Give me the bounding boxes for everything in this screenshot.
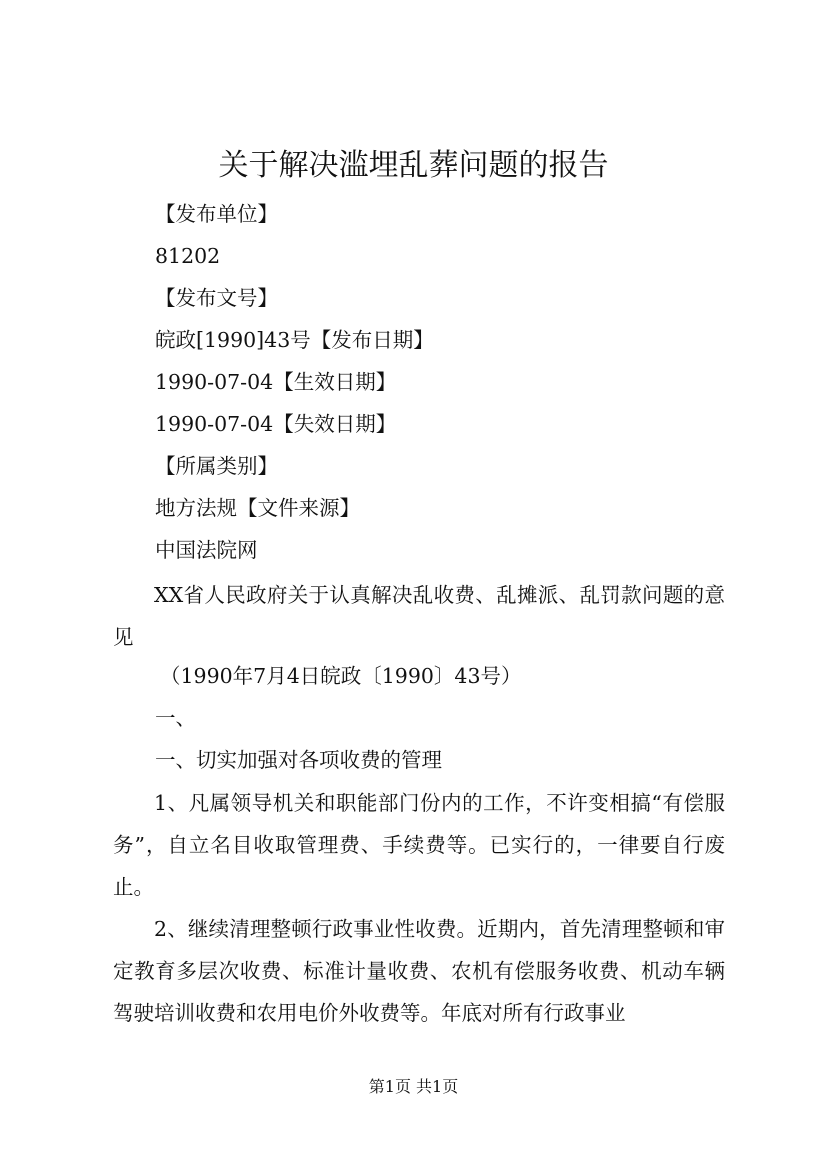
meta-effective-date-value: 1990-07-04【失效日期】 bbox=[155, 412, 397, 436]
meta-doc-number-label: 【发布文号】 bbox=[155, 286, 278, 310]
meta-category-value: 地方法规【文件来源】 bbox=[155, 496, 360, 520]
item-2-paragraph: 2、继续清理整顿行政事业性收费。近期内，首先清理整顿和审定教育多层次收费、标准计量收费、农机有偿服务收费、机动车辆驾驶培训收费和农用电价外收费等。年底对所有行政事业 bbox=[113, 917, 725, 1025]
meta-publisher-label: 【发布单位】 bbox=[155, 202, 278, 226]
meta-doc-number-value: 皖政[1990]43号【发布日期】 bbox=[155, 328, 434, 352]
meta-publisher-value: 81202 bbox=[155, 244, 221, 268]
meta-publish-date-value: 1990-07-04【生效日期】 bbox=[155, 370, 397, 394]
meta-source-value: 中国法院网 bbox=[155, 538, 258, 562]
section-one-marker: 一、 bbox=[155, 706, 196, 730]
section-one-title: 一、切实加强对各项收费的管理 bbox=[155, 748, 442, 772]
page-indicator: 第1页 共1页 bbox=[368, 1077, 459, 1096]
item-1-paragraph: 1、凡属领导机关和职能部门份内的工作，不许变相搞“有偿服务”，自立名目收取管理费、手续费等。已实行的，一律要自行废止。 bbox=[113, 791, 725, 899]
document-heading-paragraph: XX省人民政府关于认真解决乱收费、乱摊派、乱罚款问题的意见 bbox=[113, 583, 725, 649]
document-date-line: （1990年7月4日皖政〔1990〕43号） bbox=[160, 664, 522, 688]
document-title: 关于解决滥埋乱葬问题的报告 bbox=[218, 148, 609, 183]
meta-category-label: 【所属类别】 bbox=[155, 454, 278, 478]
